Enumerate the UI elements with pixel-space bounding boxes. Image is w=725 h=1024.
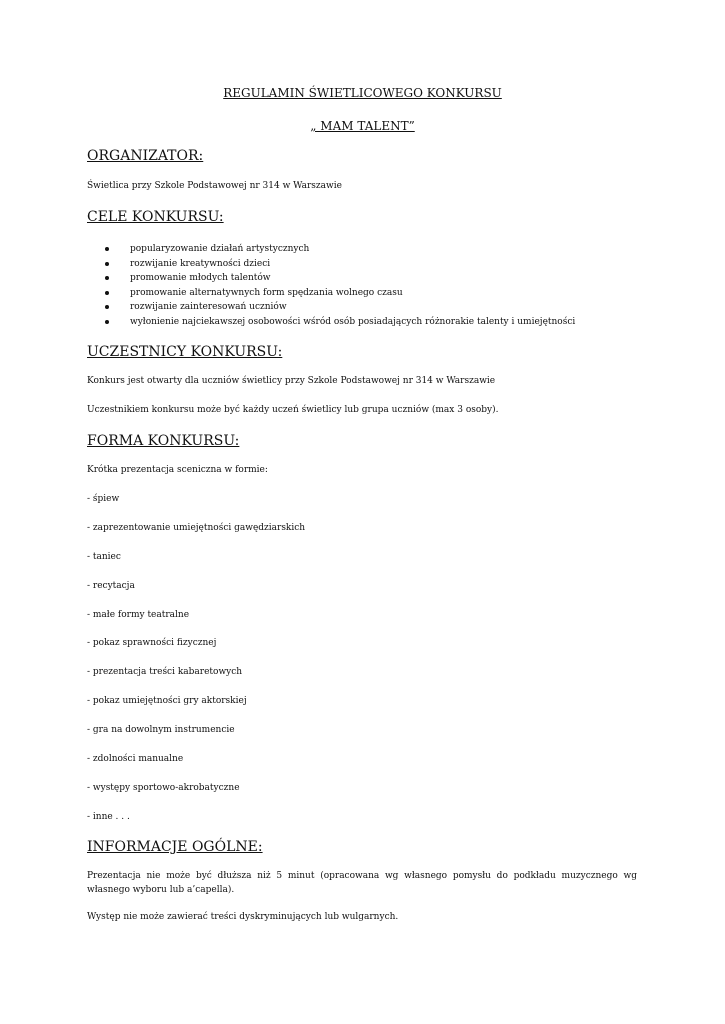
organizer-text: Świetlica przy Szkole Podstawowej nr 314 w Warszawie bbox=[87, 181, 342, 191]
bullet-icon bbox=[105, 291, 109, 295]
form-item: - prezentacja treści kabaretowych bbox=[87, 667, 243, 677]
form-item: - występy sportowo-akrobatyczne bbox=[87, 783, 240, 793]
goals-list-item bbox=[100, 271, 575, 286]
form-item: - gra na dowolnym instrumencie bbox=[87, 725, 235, 735]
form-item: - pokaz umiejętności gry aktorskiej bbox=[87, 696, 247, 706]
participants-text-2: Uczestnikiem konkursu może być każdy uczeń świetlicy lub grupa uczniów (max 3 osoby). bbox=[87, 405, 499, 415]
form-heading: FORMA KONKURSU: bbox=[87, 433, 240, 449]
form-intro: Krótka prezentacja sceniczna w formie: bbox=[87, 465, 268, 475]
bullet-icon bbox=[105, 305, 109, 309]
document-title: REGULAMIN ŚWIETLICOWEGO KONKURSU bbox=[223, 86, 502, 100]
general-text-1: Prezentacja nie może być dłuższa niż 5 minut (opracowana wg własnego pomysłu do podkładu muzycznego wg własnego wyboru lub a’capella). bbox=[87, 871, 637, 895]
form-item: - zaprezentowanie umiejętności gawędziarskich bbox=[87, 523, 306, 533]
goals-list-item bbox=[100, 315, 575, 330]
goals-item-label: promowanie młodych talentów bbox=[130, 273, 271, 284]
form-item: - inne . . . bbox=[87, 812, 130, 822]
form-item: - pokaz sprawności fizycznej bbox=[87, 638, 217, 648]
goals-list-item bbox=[100, 286, 575, 301]
form-item: - taniec bbox=[87, 552, 121, 562]
form-item: - recytacja bbox=[87, 581, 135, 591]
bullet-icon bbox=[105, 276, 109, 280]
goals-heading: CELE KONKURSU: bbox=[87, 209, 224, 225]
goals-list-item bbox=[100, 242, 575, 257]
goals-list-item bbox=[100, 300, 575, 315]
general-heading: INFORMACJE OGÓLNE: bbox=[87, 839, 263, 855]
goals-item-label: wyłonienie najciekawszej osobowości wśród osób posiadających różnorakie talenty i umiejętności bbox=[130, 316, 576, 327]
bullet-icon bbox=[105, 320, 109, 324]
goals-list bbox=[100, 242, 575, 330]
goals-item-label: rozwijanie kreatywności dzieci bbox=[130, 258, 271, 269]
form-item: - małe formy teatralne bbox=[87, 610, 190, 620]
bullet-icon bbox=[105, 247, 109, 251]
goals-item-label: promowanie alternatywnych form spędzania wolnego czasu bbox=[130, 287, 403, 298]
participants-heading: UCZESTNICY KONKURSU: bbox=[87, 344, 283, 360]
form-item: - śpiew bbox=[87, 494, 120, 504]
goals-item-label: popularyzowanie działań artystycznych bbox=[130, 244, 310, 254]
general-text-2: Występ nie może zawierać treści dyskryminujących lub wulgarnych. bbox=[87, 912, 399, 922]
goals-item-label: rozwijanie zainteresowań uczniów bbox=[130, 302, 287, 313]
participants-text-1: Konkurs jest otwarty dla uczniów świetlicy przy Szkole Podstawowej nr 314 w Warszawie bbox=[87, 376, 496, 386]
form-item: - zdolności manualne bbox=[87, 754, 184, 764]
document-subtitle: „ MAM TALENT” bbox=[310, 119, 415, 133]
goals-list-item bbox=[100, 257, 575, 272]
bullet-icon bbox=[105, 262, 109, 266]
organizer-heading: ORGANIZATOR: bbox=[87, 148, 204, 164]
